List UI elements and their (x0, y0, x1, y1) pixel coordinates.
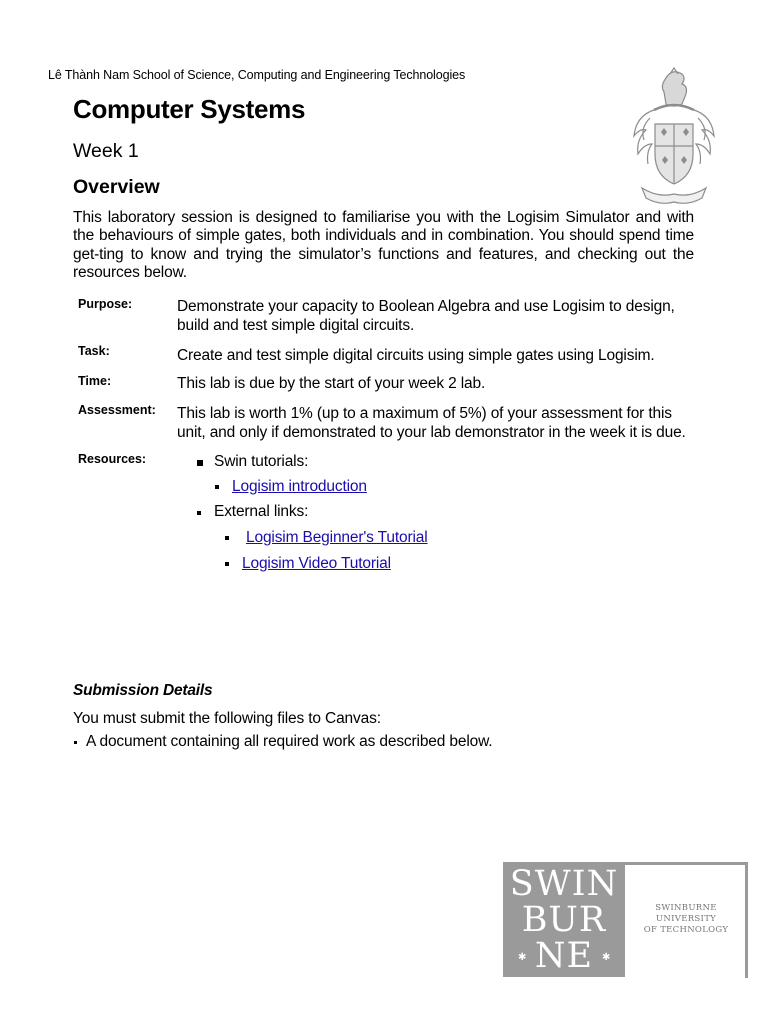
time-label: Time: (78, 374, 112, 388)
swinburne-logo (503, 862, 625, 977)
overview-paragraph: This laboratory session is designed to familiarise you with the Logisim Simulator and with the behaviours of simple gates, both individuals and in combination. You should spend time get-ting to know and trying the simulator’s functions and features, and checking out the resources below. (73, 209, 694, 281)
logo-line-1: SWIN (509, 864, 619, 904)
logo-line-2: BUR (521, 900, 607, 940)
logo-name-line-1: SWINBURNE UNIVERSITY (655, 903, 717, 924)
bullet-small-icon (225, 536, 229, 540)
logo-line-3: NE (534, 936, 594, 976)
time-value: This lab is due by the start of your week 2 lab. (177, 375, 486, 392)
university-crest-icon (628, 66, 720, 214)
external-links-label: External links: (214, 503, 309, 520)
bullet-small-icon (225, 562, 229, 566)
logisim-video-tutorial-link[interactable]: Logisim Video Tutorial (242, 555, 391, 572)
bullet-small-icon (197, 511, 201, 515)
bullet-square-icon (197, 460, 203, 466)
swinburne-name-panel (625, 862, 748, 978)
purpose-value: Demonstrate your capacity to Boolean Algebra and use Logisim to design, build and test simple digital circuits. (177, 298, 675, 334)
overview-heading: Overview (73, 176, 160, 198)
week-subtitle: Week 1 (73, 140, 139, 162)
purpose-label: Purpose: (78, 297, 133, 311)
resources-label: Resources: (78, 452, 147, 466)
swin-tutorials-label: Swin tutorials: (214, 453, 309, 470)
bullet-small-icon (74, 741, 77, 744)
task-label: Task: (78, 344, 110, 358)
assessment-label: Assessment: (78, 403, 156, 417)
submission-heading: Submission Details (73, 682, 213, 699)
assessment-value: This lab is worth 1% (up to a maximum of 5%) of your assessment for this unit, and only if demonstrated to your lab demonstrator in the week it is due. (177, 405, 686, 441)
logisim-beginners-tutorial-link[interactable]: Logisim Beginner's Tutorial (246, 529, 428, 546)
logo-star-icon: ✱ (602, 952, 611, 963)
submission-item: A document containing all required work as described below. (86, 733, 493, 750)
logo-name-line-2: OF TECHNOLOGY (643, 925, 729, 935)
task-value: Create and test simple digital circuits using simple gates using Logisim. (177, 347, 655, 364)
header-school-line: Lê Thành Nam School of Science, Computing and Engineering Technologies (48, 68, 466, 82)
page-title: Computer Systems (73, 94, 306, 124)
logisim-introduction-link[interactable]: Logisim introduction (232, 478, 367, 495)
submission-intro: You must submit the following files to Canvas: (73, 710, 381, 727)
bullet-small-icon (215, 485, 219, 489)
logo-name-text (625, 903, 747, 936)
logo-star-icon: ✱ (518, 952, 527, 963)
